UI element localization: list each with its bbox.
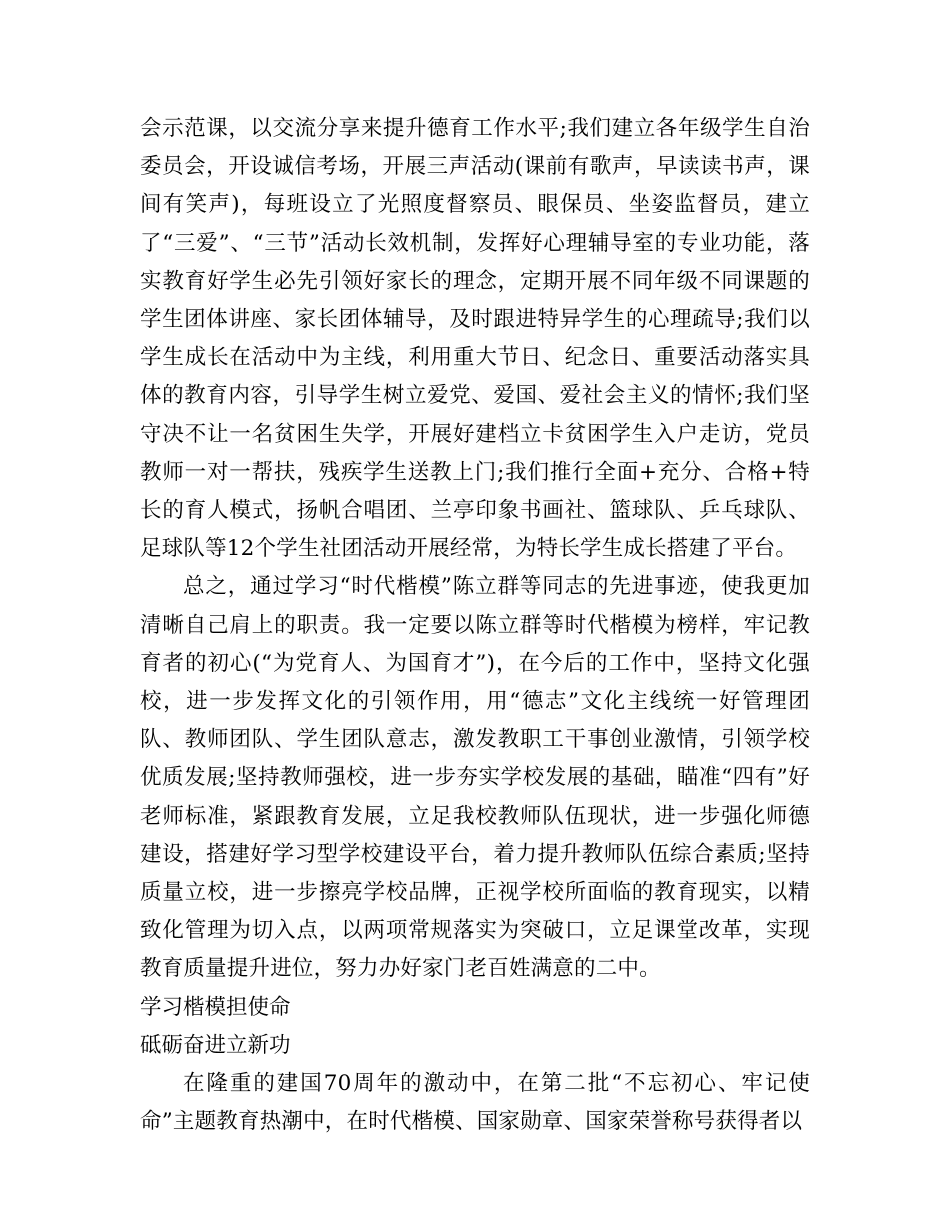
- body-paragraph-1: 会示范课，以交流分享来提升德育工作水平;我们建立各年级学生自治委员会，开设诚信考场，开展三声活动(课前有歌声，早读读书声，课间有笑声)，每班设立了光照度督察员、眼保员、坐姿监督员，建立了“三爱”、“三节”活动长效机制，发挥好心理辅导室的专业功能，落实教育好学生必先引领好家长的理念，定期开展不同年级不同课题的学生团体讲座、家长团体辅导，及时跟进特异学生的心理疏导;我们以学生成长在活动中为主线，利用重大节日、纪念日、重要活动落实具体的教育内容，引导学生树立爱党、爱国、爱社会主义的情怀;我们坚守决不让一名贫困生失学，开展好建档立卡贫困学生入户走访，党员教师一对一帮扶，残疾学生送教上门;我们推行全面+充分、合格+特长的育人模式，扬帆合唱团、兰亭印象书画社、篮球队、乒乓球队、足球队等12个学生社团活动开展经常，为特长学生成长搭建了平台。: [140, 116, 810, 562]
- document-page: [140, 110, 810, 1141]
- body-paragraph-3: 在隆重的建国70周年的激动中，在第二批“不忘初心、牢记使命”主题教育热潮中，在时代楷模、国家勋章、国家荣誉称号获得者以: [140, 1071, 810, 1135]
- body-paragraph-2: 总之，通过学习“时代楷模”陈立群等同志的先进事迹，使我更加清晰自己肩上的职责。我一定要以陈立群等时代楷模为榜样，牢记教育者的初心(“为党育人、为国育才”)，在今后的工作中，坚持文化强校，进一步发挥文化的引领作用，用“德志”文化主线统一好管理团队、教师团队、学生团队意志，激发教职工干事创业激情，引领学校优质发展;坚持教师强校，进一步夯实学校发展的基础，瞄准“四有”好老师标准，紧跟教育发展，立足我校教师队伍现状，进一步强化师德建设，搭建好学习型学校建设平台，着力提升教师队伍综合素质;坚持质量立校，进一步擦亮学校品牌，正视学校所面临的教育现实，以精致化管理为切入点，以两项常规落实为突破口，立足课堂改革，实现教育质量提升进位，努力办好家门老百姓满意的二中。: [140, 574, 810, 982]
- section-heading-2: 砥砺奋进立新功: [140, 1032, 291, 1058]
- section-heading-1: 学习楷模担使命: [140, 994, 291, 1020]
